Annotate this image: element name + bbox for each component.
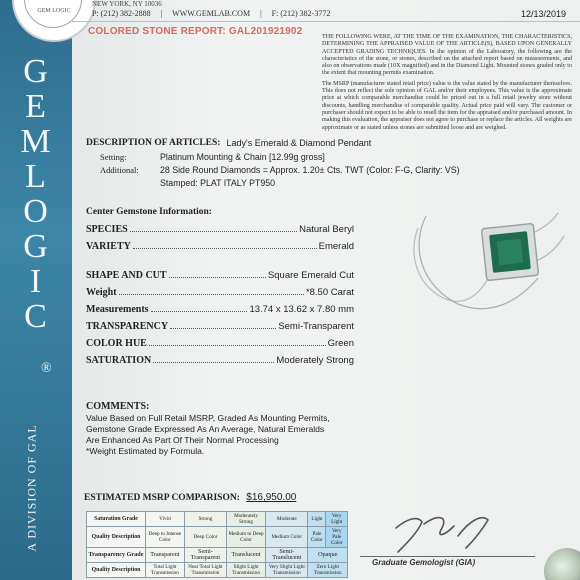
table-row xyxy=(87,512,348,527)
signature-label: Graduate Gemologist (GIA) xyxy=(372,558,476,567)
separator: | xyxy=(260,9,262,18)
table-cell: Moderately Strong xyxy=(226,512,265,527)
disclaimer-paragraph: The MSRP (manufacturer stated retail price) value is the value stated by the manufacturer themselves. This does not reflect the sole opinion of GAL and/or their employees. This value is the approximate price at which comparable merchandise could be priced out in a full retail jewelry store without discounts, handling merchandise of comparable quality. Actual price paid will vary. The customer or purchaser should not expect to be able to resell the item for the appraised and/or purchased amount. In making this evaluation, the appraiser does not agree to purchase or replace the articles. All weights are approximate or as stated unless stones are submitted loose and are weighed. xyxy=(322,80,572,131)
brand-letter: C xyxy=(24,298,48,335)
setting-label: Setting: xyxy=(100,152,127,162)
seal-ring xyxy=(24,0,82,28)
measurements-label: Measurements xyxy=(86,304,149,315)
table-cell: Pale Color xyxy=(308,527,326,548)
report-title: COLORED STONE REPORT: GAL201921902 xyxy=(88,26,303,37)
msrp-label: ESTIMATED MSRP COMPARISON: xyxy=(84,493,240,503)
additional-label: Additional: xyxy=(100,165,139,175)
additional-value: 28 Side Round Diamonds = Approx. 1.20± Cts. TWT (Color: F-G, Clarity: VS) xyxy=(160,165,460,175)
disclaimer-paragraph: THE FOLLOWING WERE, AT THE TIME OF THE EXAMINATION, THE CHARACTERISTICS, DETERMINING THE APPRAISED VALUE OF THE ARTICLE(S), BASED UPON GENERALLY ACCEPTED GRADING TECHNIQUES. In the opinion of the Laboratory, the following are the characteristics of the stone, or stones, described on the attached report based on measurements, and also on observations made (10X magnified) and in the Diamond Light. Mounted stones graded only to the extent that mounting permits examination. xyxy=(322,34,572,77)
table-cell: Very Pale Color xyxy=(326,527,348,548)
description-section xyxy=(86,138,566,191)
table-cell: Strong xyxy=(184,512,226,527)
msrp-amount: $16,950.00 xyxy=(246,492,297,503)
table-cell: Transparent xyxy=(146,548,185,563)
variety-value: Emerald xyxy=(318,241,354,252)
weight-row xyxy=(86,281,354,298)
report-date: 12/13/2019 xyxy=(520,9,566,19)
brand-letter: G xyxy=(23,53,49,90)
contact-line xyxy=(92,9,338,18)
saturation-row xyxy=(86,349,354,366)
comment-line: *Weight Estimated by Formula. xyxy=(86,446,205,456)
row-header: Transparency Grade xyxy=(87,548,146,563)
fax-number: F: (212) 382-3772 xyxy=(271,9,331,18)
hologram-seal xyxy=(544,548,580,580)
chain-strand xyxy=(414,228,493,301)
signature-line xyxy=(360,556,535,557)
description-label: DESCRIPTION OF ARTICLES: xyxy=(86,138,221,148)
grading-scale-table xyxy=(86,511,348,578)
table-cell: Near Total Light Transmission xyxy=(184,563,226,578)
emerald-facet xyxy=(497,239,523,265)
comments-text xyxy=(86,413,376,457)
saturation-value: Moderately Strong xyxy=(276,355,354,366)
description-row xyxy=(86,138,566,149)
table-cell: Opaque xyxy=(308,548,348,563)
description-value: Lady's Emerald & Diamond Pendant xyxy=(226,138,372,148)
table-cell: Semi-Transparent xyxy=(184,548,226,563)
header-divider xyxy=(72,21,580,22)
setting-row xyxy=(86,152,566,163)
transparency-value: Semi-Transparent xyxy=(278,321,354,332)
table-row xyxy=(87,548,348,563)
separator: | xyxy=(160,9,163,18)
transparency-row xyxy=(86,315,354,332)
brand-letter: M xyxy=(20,123,52,160)
table-row xyxy=(87,563,348,578)
comments-title: COMMENTS: xyxy=(86,401,150,412)
measurements-row xyxy=(86,298,354,315)
comment-line: Are Enhanced As Part Of Their Normal Processing xyxy=(86,435,279,445)
table-cell: Semi-Translucent xyxy=(266,548,308,563)
seal-text: GEM LOGIC xyxy=(37,8,71,14)
row-header: Quality Description xyxy=(87,563,146,578)
table-cell: Very Light xyxy=(326,512,348,527)
division-label: A DIVISION OF GAL xyxy=(24,424,39,552)
variety-label: VARIETY xyxy=(86,241,131,252)
weight-label: Weight xyxy=(86,287,117,298)
lab-address: NEW YORK, NY 10036 xyxy=(92,0,162,8)
row-header: Quality Description xyxy=(87,527,146,548)
saturation-label: SATURATION xyxy=(86,355,152,366)
table-cell: Slight Light Transmission xyxy=(226,563,265,578)
table-cell: Medium Color xyxy=(266,527,308,548)
table-cell: Deep Color xyxy=(184,527,226,548)
color-value: Green xyxy=(327,338,354,349)
table-cell: Moderate xyxy=(266,512,308,527)
table-cell: Very Slight Light Transmission xyxy=(266,563,308,578)
shape-label: SHAPE AND CUT xyxy=(86,270,167,281)
brand-letter: O xyxy=(23,193,49,230)
pendant-photo xyxy=(398,208,566,318)
division-text xyxy=(12,408,52,568)
shape-value: Square Emerald Cut xyxy=(267,270,354,281)
gemologist-signature xyxy=(378,506,528,556)
disclaimer-text xyxy=(322,34,572,135)
table-cell: Deep to Intense Color xyxy=(146,527,185,548)
gemstone-properties xyxy=(86,218,354,366)
table-cell: Light xyxy=(308,512,326,527)
brand-letter: E xyxy=(25,88,47,125)
variety-row xyxy=(86,235,354,252)
color-label: COLOR HUE xyxy=(86,338,147,349)
website-link[interactable]: WWW.GEMLAB.COM xyxy=(172,9,251,18)
brand-letter: L xyxy=(25,158,47,195)
center-gemstone-title: Center Gemstone Information: xyxy=(86,207,212,217)
species-value: Natural Beryl xyxy=(299,224,354,235)
brand-letter: I xyxy=(29,263,43,300)
table-cell: Medium to Deep Color xyxy=(226,527,265,548)
shape-row xyxy=(86,264,354,281)
table-cell: Translucent xyxy=(226,548,265,563)
row-header: Saturation Grade xyxy=(87,512,146,527)
species-row xyxy=(86,218,354,235)
brand-letter: G xyxy=(23,228,49,265)
stamped-value: Stamped: PLAT ITALY PT950 xyxy=(160,178,276,188)
color-row xyxy=(86,332,354,349)
additional-row xyxy=(86,165,566,176)
msrp-row xyxy=(84,492,296,503)
comment-line: Gemstone Grade Expressed As An Average, Natural Emeralds xyxy=(86,424,325,434)
table-row xyxy=(87,527,348,548)
phone-number: P: (212) 382-2888 xyxy=(92,9,151,18)
stamped-row xyxy=(86,178,566,189)
weight-value: *8.50 Carat xyxy=(305,287,354,298)
measurements-value: 13.74 x 13.62 x 7.80 mm xyxy=(249,304,354,315)
setting-value: Platinum Mounting & Chain [12.99g gross] xyxy=(160,152,325,162)
transparency-label: TRANSPARENCY xyxy=(86,321,169,332)
registered-mark: ® xyxy=(41,361,52,376)
species-label: SPECIES xyxy=(86,224,128,235)
comment-line: Value Based on Full Retail MSRP, Graded As Mounting Permits, xyxy=(86,413,330,423)
table-cell: Zero Light Transmission xyxy=(308,563,348,578)
table-cell: Total Light Transmission xyxy=(146,563,185,578)
table-cell: Vivid xyxy=(146,512,185,527)
